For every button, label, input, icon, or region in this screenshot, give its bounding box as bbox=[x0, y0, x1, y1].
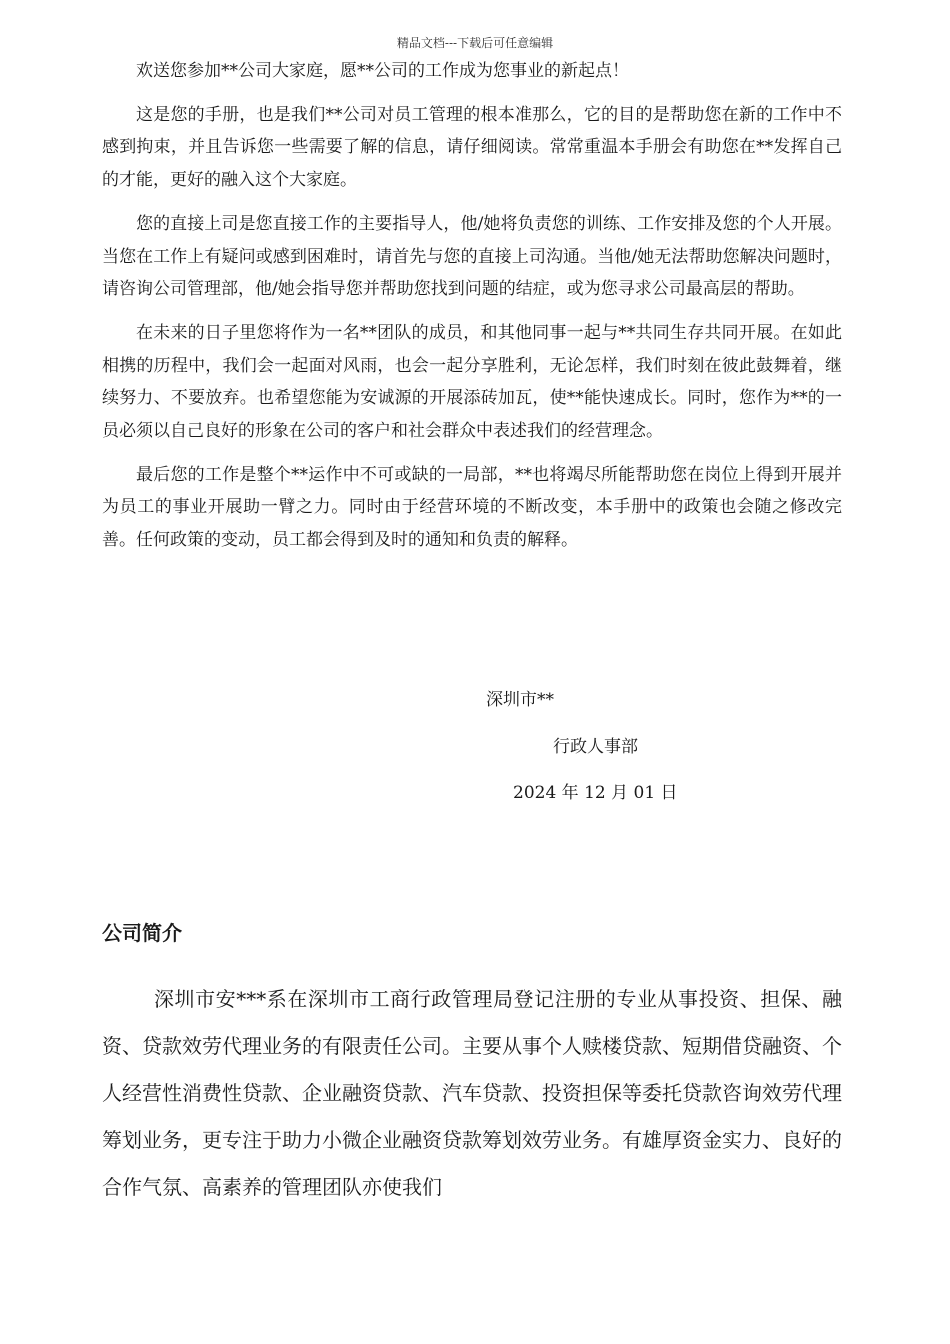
company-profile-body: 深圳市安***系在深圳市工商行政管理局登记注册的专业从事投资、担保、融资、贷款效劳代理业务的有限责任公司。主要从事个人赎楼贷款、短期借贷融资、个人经营性消费性贷款、企业融资贷款、汽车贷款、投资担保等委托贷款咨询效劳代理筹划业务，更专注于助力小微企业融资贷款筹划效劳业务。有雄厚资金实力、良好的合作气氛、高素养的管理团队亦使我们 bbox=[102, 987, 842, 1199]
welcome-paragraph-2: 这是您的手册，也是我们**公司对员工管理的根本准那么，它的目的是帮助您在新的工作中不感到拘束，并且告诉您一些需要了解的信息，请仔细阅读。常常重温本手册会有助您在**发挥自己的才能，更好的融入这个大家庭。 bbox=[102, 104, 842, 191]
welcome-paragraph-1: 欢送您参加**公司大家庭，愿**公司的工作成为您事业的新起点！ bbox=[136, 61, 629, 81]
welcome-paragraph-3: 您的直接上司是您直接工作的主要指导人，他/她将负责您的训练、工作安排及您的个人开展。当您在工作上有疑问或感到困难时，请首先与您的直接上司沟通。当他/她无法帮助您解决问题时，请咨询公司管理部，他/她会指导您并帮助您找到问题的结症，或为您寻求公司最高层的帮助。 bbox=[102, 213, 842, 300]
page-header-note: 精品文档---下载后可任意编辑 bbox=[396, 36, 554, 50]
welcome-paragraph-4: 在未来的日子里您将作为一名**团队的成员，和其他同事一起与**共同生存共同开展。在如此相携的历程中，我们会一起面对风雨，也会一起分享胜利，无论怎样，我们时刻在彼此鼓舞着，继续努力、不要放弃。也希望您能为安诚源的开展添砖加瓦，使**能快速成长。同时，您作为**的一员必须以自己良好的形象在公司的客户和社会群众中表述我们的经营理念。 bbox=[102, 322, 842, 442]
welcome-paragraph-5: 最后您的工作是整个**运作中不可或缺的一局部，**也将竭尽所能帮助您在岗位上得到开展并为员工的事业开展助一臂之力。同时由于经营环境的不断改变，本手册中的政策也会随之修改完善。任何政策的变动，员工都会得到及时的通知和负责的解释。 bbox=[102, 464, 842, 551]
company-profile-title: 公司简介 bbox=[102, 921, 182, 945]
welcome-letter bbox=[102, 55, 842, 568]
signature-company: 深圳市** bbox=[486, 690, 554, 710]
signature-date: 2024 年 12 月 01 日 bbox=[513, 783, 678, 803]
signature-department: 行政人事部 bbox=[553, 737, 638, 757]
